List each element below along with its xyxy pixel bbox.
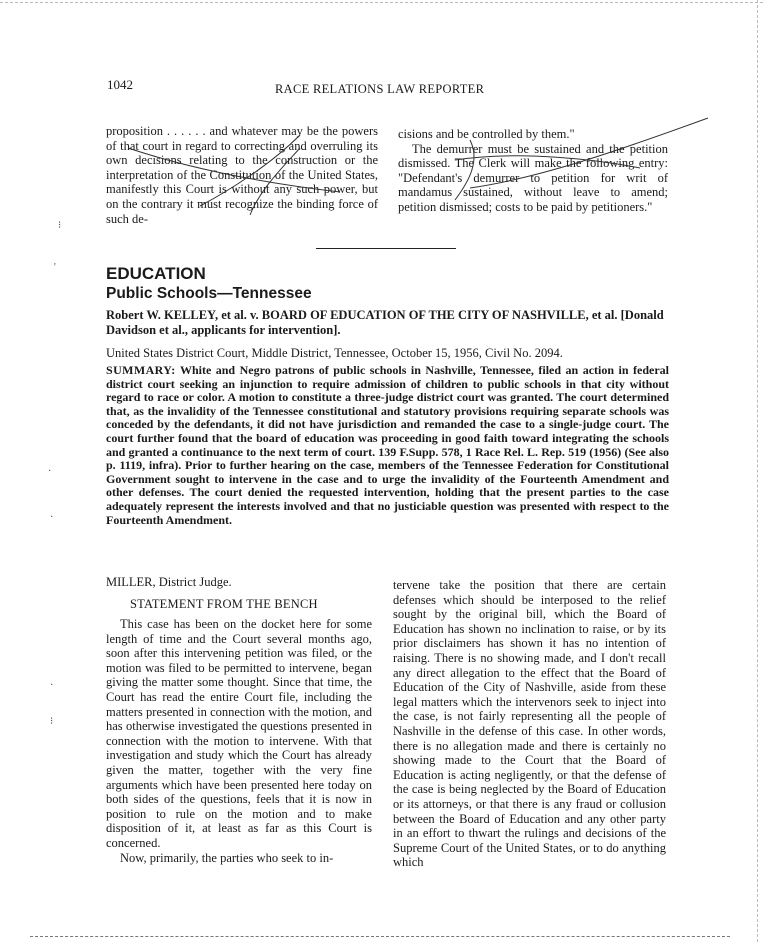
section-title: EDUCATION: [106, 264, 206, 283]
judge-name: MILLER, District Judge.: [106, 575, 232, 589]
continuation-right-p1: cisions and be controlled by them.": [398, 127, 575, 141]
margin-mark: ·: [48, 466, 52, 477]
case-caption: Robert W. KELLEY, et al. v. BOARD OF EDUCATION OF THE CITY OF NASHVILLE, et al. [Donald Davidson et al., applicants for intervention].: [106, 308, 664, 337]
case-summary: [106, 364, 669, 527]
margin-mark: ·: [50, 680, 54, 691]
margin-mark: ⁝: [50, 716, 54, 727]
summary-label: SUMMARY:: [106, 363, 176, 377]
section-subtitle: Public Schools—Tennessee: [106, 285, 312, 302]
page-number: 1042: [107, 77, 133, 92]
opinion-right-column: [393, 578, 666, 870]
margin-mark: ·: [50, 512, 54, 523]
summary-text: White and Negro patrons of public schools in Nashville, Tennessee, filed an action in federal district court seeking an injunction to require admission of children to public schools in that city without regard to race or color. A motion to constitute a three-judge district court was granted. The court determined that, as the invalidity of the Tennessee constitutional and statutory provisions requiring separate schools was conceded by the defendants, it did not have jurisdiction and remanded the case to a single-judge court. The court further found that the board of education was proceeding in good faith toward integrating the schools and granted a continuance to the next term of court. 139 F.Supp. 578, 1 Race Rel. L. Rep. 519 (1956) (See also p. 1119, infra). Prior to further hearing on the case, members of the Tennessee Federation for Constitutional Government sought to intervene in the case and to urge the invalidity of the Fourteenth Amendment and other defenses. The court denied the requested intervention, holding that the present parties to the case adequately represent the interests involved and that no justiciable question was presented with respect to the Fourteenth Amendment.: [106, 363, 669, 527]
section-divider: [316, 248, 456, 249]
opinion-left-p2: Now, primarily, the parties who seek to in-: [120, 850, 334, 865]
margin-mark: ⁝: [58, 220, 62, 231]
continuation-left-text: proposition . . . . . . and whatever may be the powers of that court in regard to correcting and overruling its own decisions relating to the construction or the interpretation of the Constitution of the United States, manifestly this Court is without any such power, but on the contrary it must recognize the binding force of such de-: [106, 124, 378, 226]
opinion-right-p1: tervene take the position that there are certain defenses which should be interposed to the relief sought by the original bill, which the Board of Education has shown no inclination to raise, or by its prior disclaimers has shown it has no intention of raising. There is no showing made, and I don't recall any direct allegation to the effect that the Board of Education of the City of Nashville, aside from these legal matters which the intervenors seek to inject into the case, is not fairly representing all the people of Nashville in the defense of this case. In other words, there is no allegation made and there is certainly no showing made to the Court that the Board of Education is acting negligently, or that the defense of the case is being neglected by the Board of Education or its attorneys, or that there is any fraud or collusion between the Board of Education and any other party in an effort to thwart the rulings and decisions of the Supreme Court of the United States, or to do anything which: [393, 578, 666, 870]
scan-bottom-border: [30, 936, 730, 937]
opinion-left-p1: This case has been on the docket here for some length of time and the Court several months ago, soon after this intervening petition was filed, or the motion was filed to be permitted to intervene, began giving the matter some thought. Since that time, the Court has read the entire Court file, including the matters presented in connection with the motion, and has otherwise investigated the questions presented in connection with the motion to intervene. With that investigation and study which the Court has already given the matter, together with the very fine arguments which have been presented here today on both sides of the questions, feels that it is now in position to rule on the motion and to make disposition of it, at least as far as this Court is concerned.: [106, 617, 372, 850]
continuation-right-p2: The demurrer must be sustained and the petition dismissed. The Clerk will make the following entry: "Defendant's demurrer to petition for writ of mandamus sustained, without leave to amend; petition dismissed; costs to be paid by petitioners.": [398, 141, 668, 214]
opinion-heading: STATEMENT FROM THE BENCH: [130, 597, 318, 611]
running-head: RACE RELATIONS LAW REPORTER: [275, 82, 485, 96]
opinion-left-column: [106, 617, 372, 865]
court-line: United States District Court, Middle District, Tennessee, October 15, 1956, Civil No. 2094.: [106, 346, 563, 360]
margin-mark: ': [54, 262, 56, 273]
